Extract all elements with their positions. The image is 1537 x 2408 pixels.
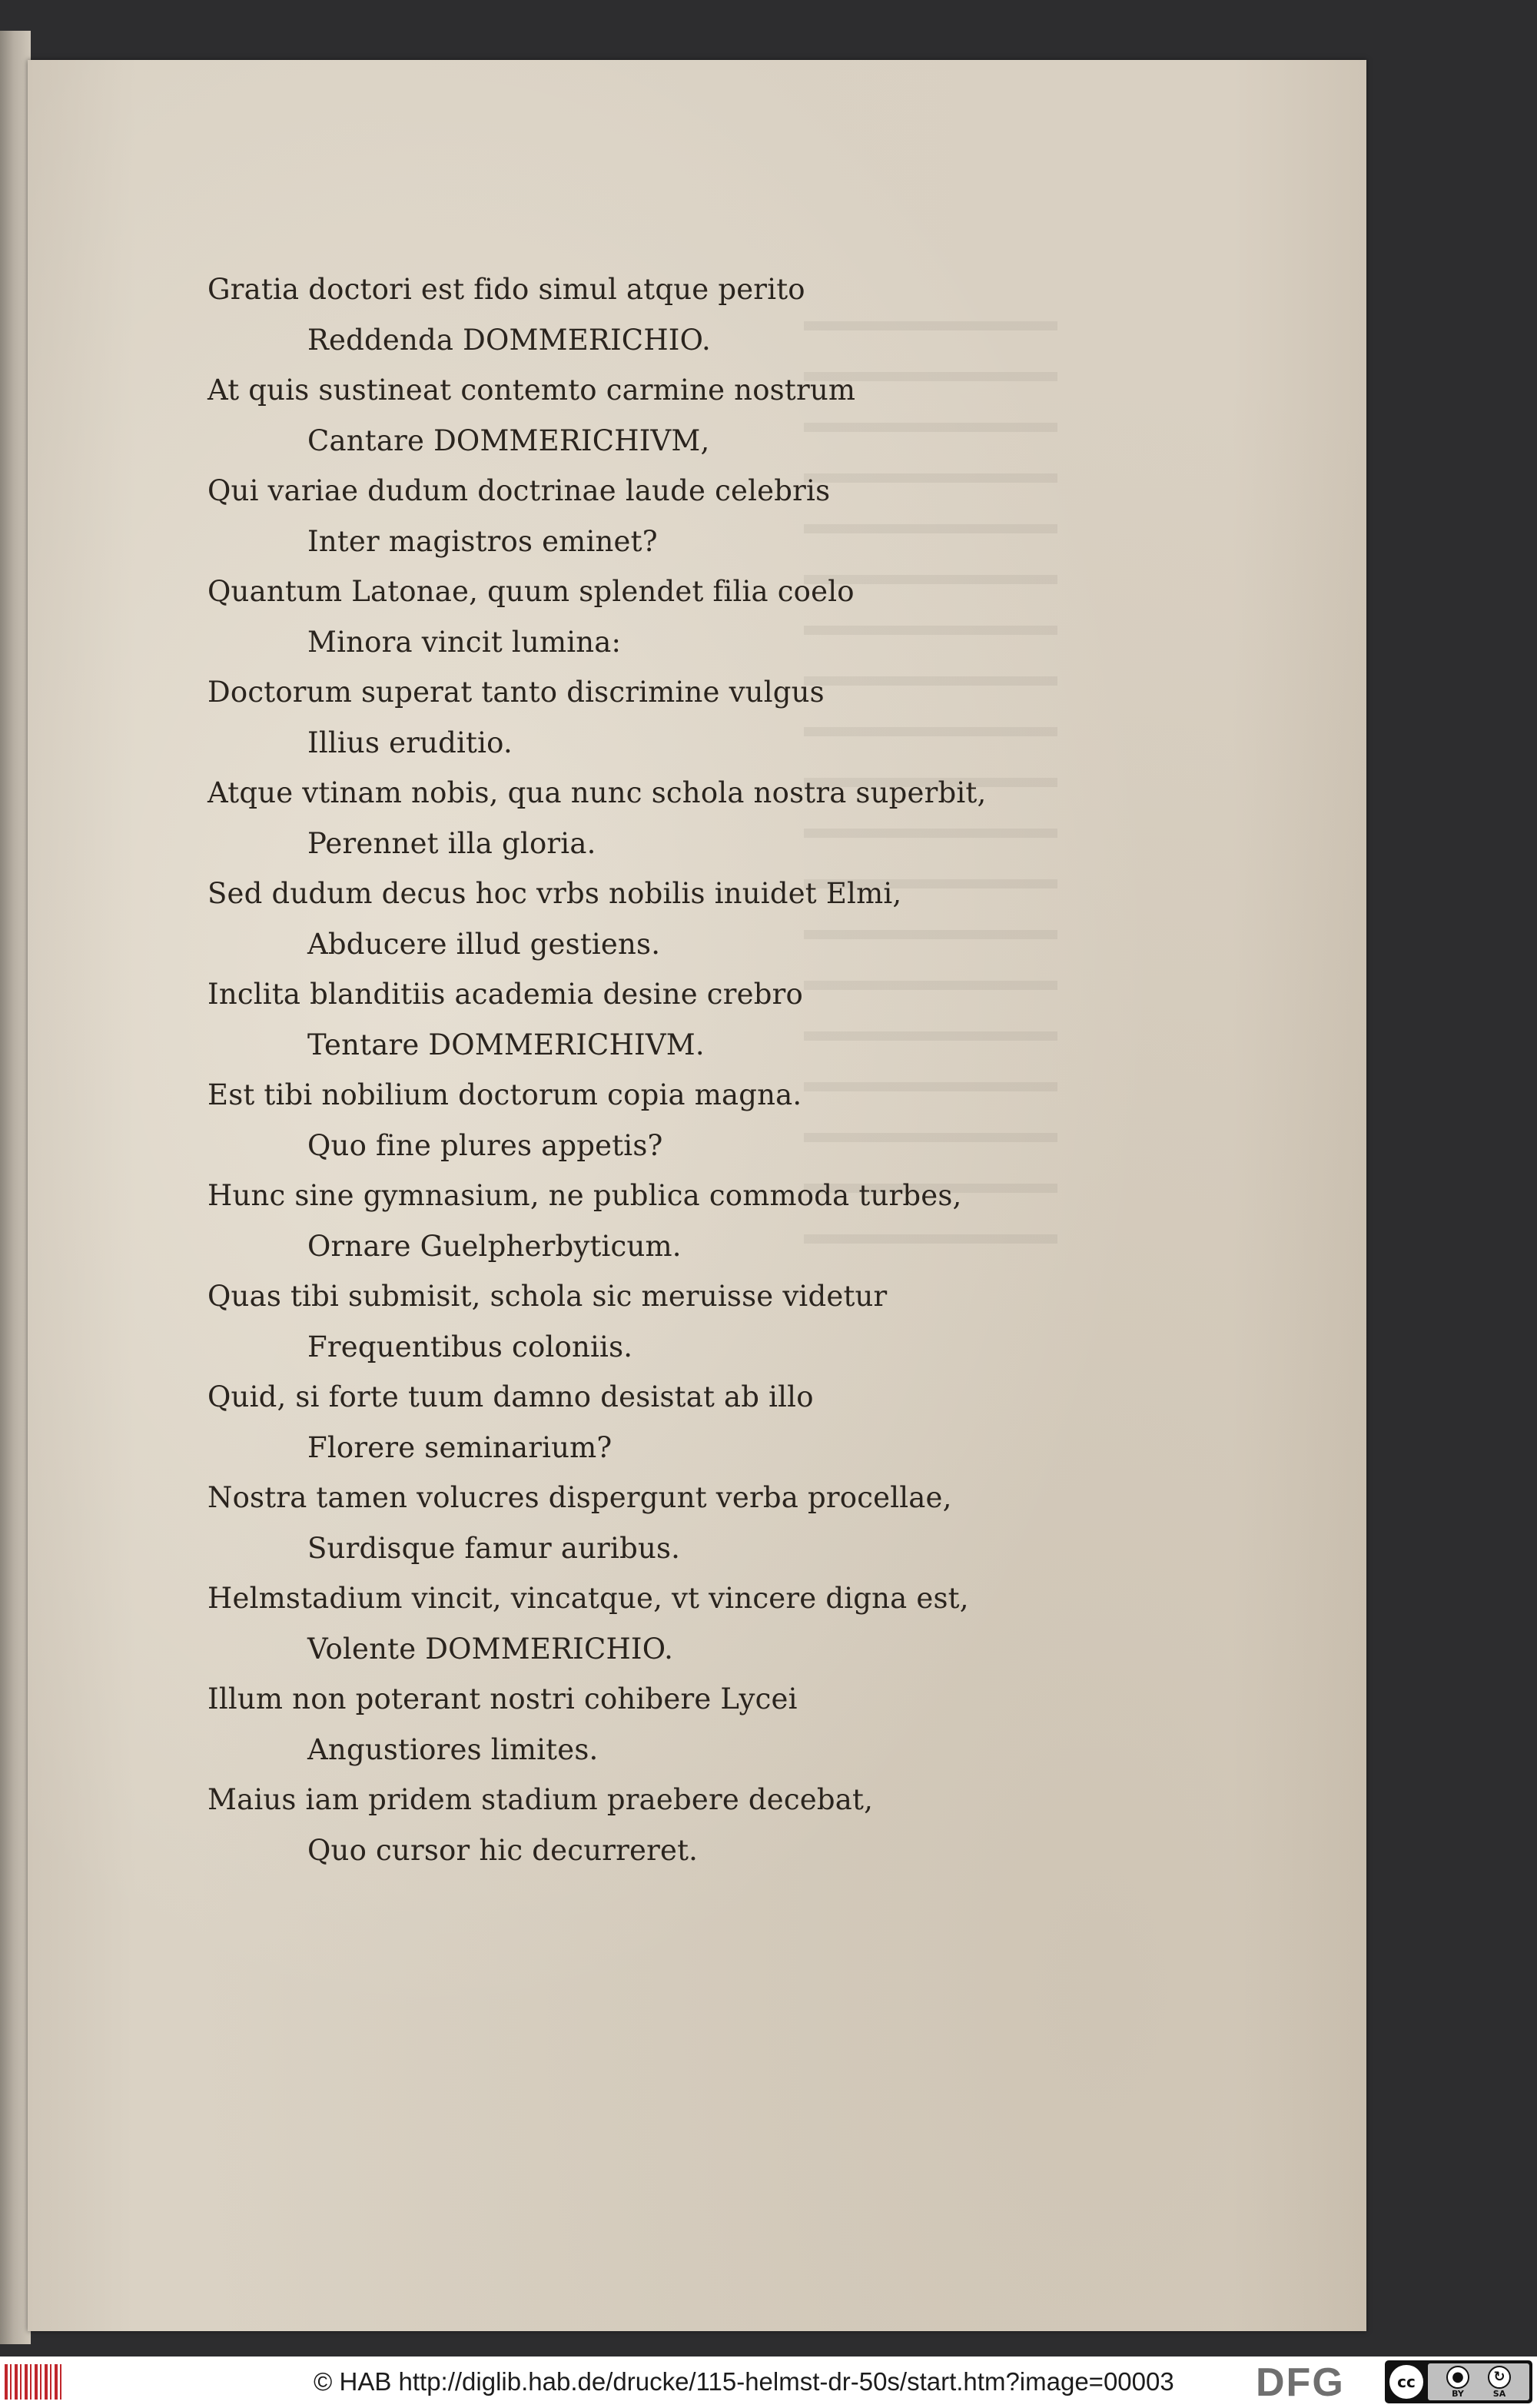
poem-line: Maius iam pridem stadium praebere decebat, bbox=[207, 1783, 874, 1816]
poem-line: Illius eruditio. bbox=[307, 726, 513, 759]
poem-line: Volente DOMMERICHIO. bbox=[307, 1632, 674, 1666]
poem-line: At quis sustineat contemto carmine nostrum bbox=[207, 374, 856, 407]
poem-line: Quo fine plures appetis? bbox=[307, 1128, 663, 1162]
poem-line: Quo cursor hic decurreret. bbox=[307, 1833, 699, 1867]
poem-line: Nostra tamen volucres dispergunt verba procellae, bbox=[207, 1481, 952, 1514]
poem-line: Illum non poterant nostri cohibere Lycei bbox=[207, 1682, 798, 1715]
poem-line: Doctorum superat tanto discrimine vulgus bbox=[207, 676, 825, 709]
poem-line: Reddenda DOMMERICHIO. bbox=[307, 323, 711, 357]
barcode-icon bbox=[5, 2364, 65, 2400]
poem-line: Inter magistros eminet? bbox=[307, 524, 658, 558]
poem-line: Minora vincit lumina: bbox=[307, 625, 622, 659]
poem-line: Gratia doctori est fido simul atque perito bbox=[207, 273, 805, 306]
by-label: BY bbox=[1452, 2389, 1464, 2399]
poem-text bbox=[207, 264, 986, 1875]
cc-license-badge[interactable] bbox=[1385, 2360, 1532, 2403]
poem-line: Surdisque famur auribus. bbox=[307, 1531, 681, 1565]
cc-icon: cc bbox=[1389, 2365, 1423, 2399]
poem-line: Helmstadium vincit, vincatque, vt vincere digna est, bbox=[207, 1582, 969, 1615]
poem-line: Frequentibus coloniis. bbox=[307, 1330, 633, 1363]
poem-line: Ornare Guelpherbyticum. bbox=[307, 1229, 682, 1263]
poem-line: Quantum Latonae, quum splendet filia coelo bbox=[207, 575, 855, 608]
poem-line: Cantare DOMMERICHIVM, bbox=[307, 423, 710, 457]
cc-terms bbox=[1428, 2363, 1529, 2400]
attribution-icon: ● bbox=[1446, 2366, 1469, 2389]
poem-line: Perennet illa gloria. bbox=[307, 826, 596, 860]
poem-line: Est tibi nobilium doctorum copia magna. bbox=[207, 1078, 802, 1111]
poem-line: Atque vtinam nobis, qua nunc schola nostra superbit, bbox=[207, 776, 987, 809]
poem-line: Qui variae dudum doctrinae laude celebris bbox=[207, 474, 831, 507]
sa-label: SA bbox=[1492, 2389, 1506, 2399]
poem-line: Sed dudum decus hoc vrbs nobilis inuidet Elmi, bbox=[207, 877, 902, 910]
poem-line: Tentare DOMMERICHIVM. bbox=[307, 1028, 705, 1061]
poem-line: Abducere illud gestiens. bbox=[307, 927, 661, 961]
footer-bar bbox=[0, 2357, 1537, 2408]
poem-line: Angustiores limites. bbox=[307, 1732, 599, 1766]
poem-line: Florere seminarium? bbox=[307, 1430, 612, 1464]
share-alike-icon: ↻ bbox=[1488, 2366, 1511, 2389]
source-credit[interactable]: © HAB http://diglib.hab.de/drucke/115-helmst-dr-50s/start.htm?image=00003 bbox=[314, 2367, 1174, 2396]
previous-page-edge bbox=[0, 31, 31, 2344]
poem-line: Inclita blanditiis academia desine crebro bbox=[207, 978, 803, 1011]
poem-line: Quas tibi submisit, schola sic meruisse videtur bbox=[207, 1280, 888, 1313]
poem-line: Quid, si forte tuum damno desistat ab illo bbox=[207, 1380, 814, 1413]
poem-line: Hunc sine gymnasium, ne publica commoda turbes, bbox=[207, 1179, 962, 1212]
dfg-logo[interactable]: DFG bbox=[1256, 2360, 1345, 2405]
